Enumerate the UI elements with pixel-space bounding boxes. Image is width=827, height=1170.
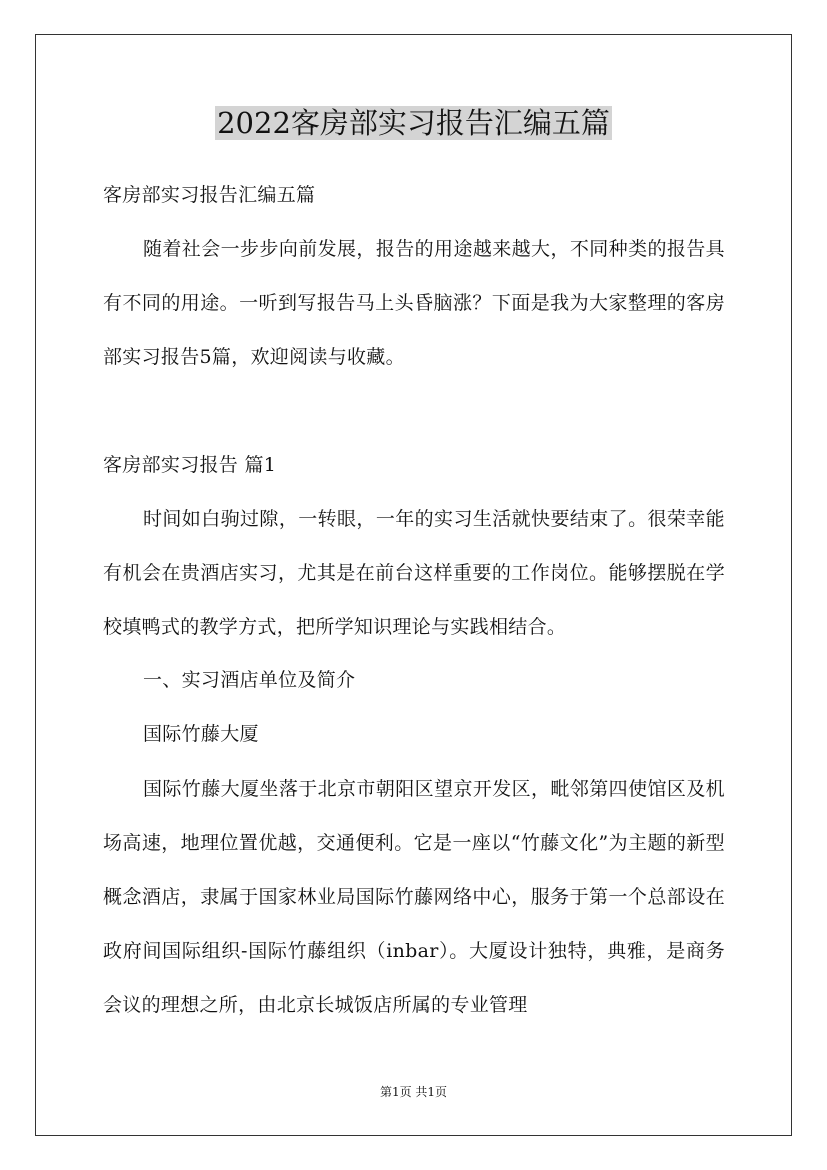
page-footer: 第1页 共1页	[379, 1085, 448, 1099]
document-title	[0, 103, 827, 143]
intro-paragraph: 随着社会一步步向前发展，报告的用途越来越大，不同种类的报告具有不同的用途。一听到写报告马上头昏脑涨？下面是我为大家整理的客房部实习报告5篇，欢迎阅读与收藏。	[103, 238, 725, 368]
body-paragraph-1: 时间如白驹过隙，一转眼，一年的实习生活就快要结束了。很荣幸能有机会在贵酒店实习，尤其是在前台这样重要的工作岗位。能够摆脱在学校填鸭式的教学方式，把所学知识理论与实践相结合。	[103, 508, 725, 638]
hotel-name-heading: 国际竹藤大厦	[143, 723, 259, 745]
document-title-text: 2022客房部实习报告汇编五篇	[217, 106, 610, 140]
list-item: 一、实习酒店单位及简介	[143, 669, 356, 691]
section-heading: 客房部实习报告 篇1	[103, 454, 277, 476]
document-subtitle: 客房部实习报告汇编五篇	[103, 184, 316, 206]
body-paragraph-2: 国际竹藤大厦坐落于北京市朝阳区望京开发区，毗邻第四使馆区及机场高速，地理位置优越，交通便利。它是一座以“竹藤文化”为主题的新型概念酒店，隶属于国家林业局国际竹藤网络中心，服务于第一个总部设在政府间国际组织-国际竹藤组织（inbar）。大厦设计独特，典雅，是商务会议的理想之所，由北京长城饭店所属的专业管理	[103, 778, 725, 1016]
